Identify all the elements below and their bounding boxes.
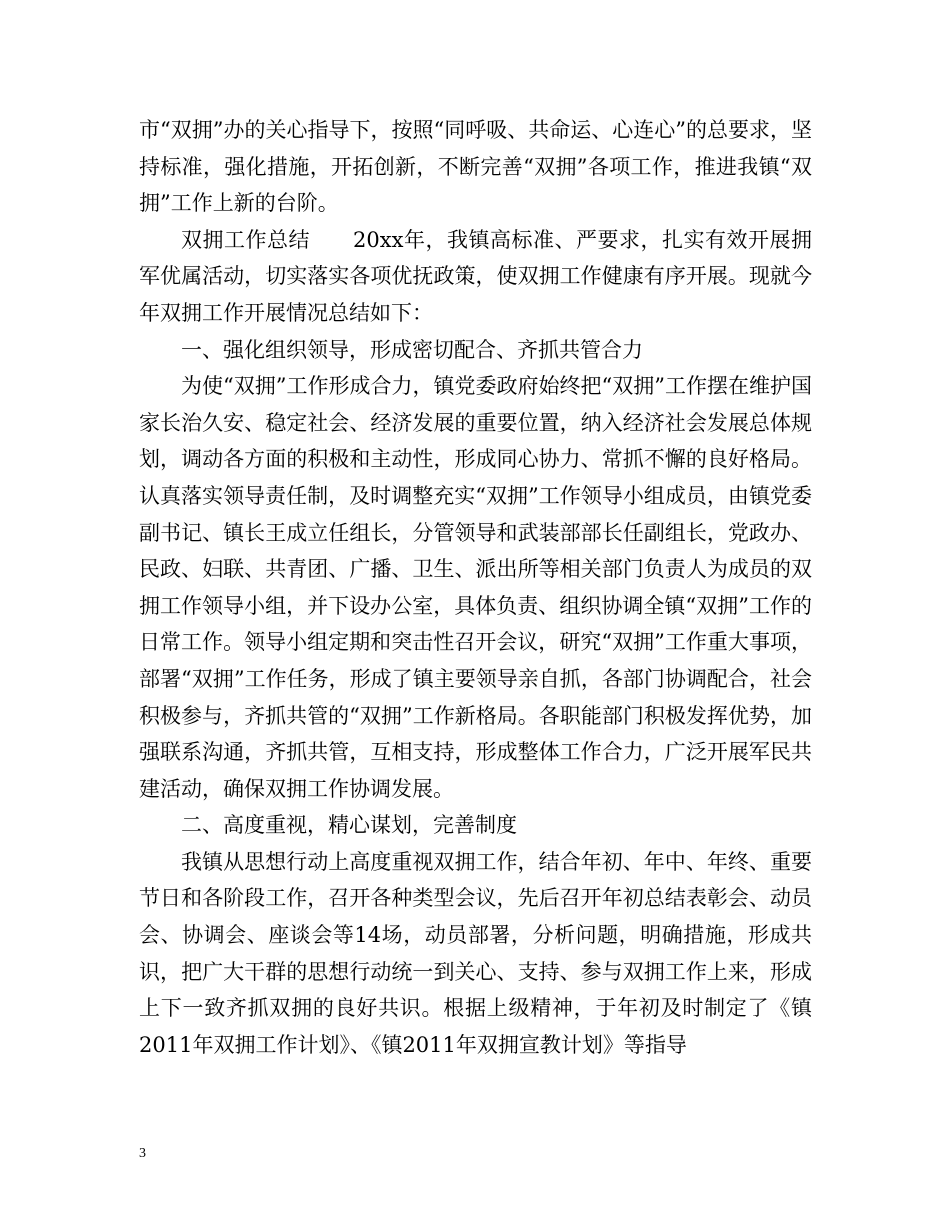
- paragraph-continuation: 市“双拥”办的关心指导下，按照“同呼吸、共命运、心连心”的总要求，坚持标准，强化措施，开拓创新，不断完善“双拥”各项工作，推进我镇“双拥”工作上新的台阶。: [139, 118, 812, 216]
- paragraph-summary-intro: 双拥工作总结 20xx年，我镇高标准、严要求，扎实有效开展拥军优属活动，切实落实各项优抚政策，使双拥工作健康有序开展。现就今年双拥工作开展情况总结如下：: [139, 227, 812, 325]
- document-body: [139, 112, 812, 1063]
- paragraph-planning: 我镇从思想行动上高度重视双拥工作，结合年初、年中、年终、重要节日和各阶段工作，召开各种类型会议，先后召开年初总结表彰会、动员会、协调会、座谈会等14场，动员部署，分析问题，明确措施，形成共识，把广大干群的思想行动统一到关心、支持、参与双拥工作上来，形成上下一致齐抓双拥的良好共识。根据上级精神，于年初及时制定了《镇2011年双拥工作计划》、《镇2011年双拥宣教计划》等指导: [139, 849, 812, 1057]
- section-heading-2: 二、高度重视，精心谋划，完善制度: [181, 813, 517, 838]
- page-number: 3: [139, 1146, 146, 1161]
- paragraph-organization: 为使“双拥”工作形成合力，镇党委政府始终把“双拥”工作摆在维护国家长治久安、稳定社会、经济发展的重要位置，纳入经济社会发展总体规划，调动各方面的积极和主动性，形成同心协力、常抓不懈的良好格局。认真落实领导责任制，及时调整充实“双拥”工作领导小组成员，由镇党委副书记、镇长王成立任组长，分管领导和武装部部长任副组长，党政办、民政、妇联、共青团、广播、卫生、派出所等相关部门负责人为成员的双拥工作领导小组，并下设办公室，具体负责、组织协调全镇“双拥”工作的日常工作。领导小组定期和突击性召开会议，研究“双拥”工作重大事项，部署“双拥”工作任务，形成了镇主要领导亲自抓，各部门协调配合，社会积极参与，齐抓共管的“双拥”工作新格局。各职能部门积极发挥优势，加强联系沟通，齐抓共管，互相支持，形成整体工作合力，广泛开展军民共建活动，确保双拥工作协调发展。: [139, 374, 812, 801]
- section-heading-1: 一、强化组织领导，形成密切配合、齐抓共管合力: [181, 337, 643, 362]
